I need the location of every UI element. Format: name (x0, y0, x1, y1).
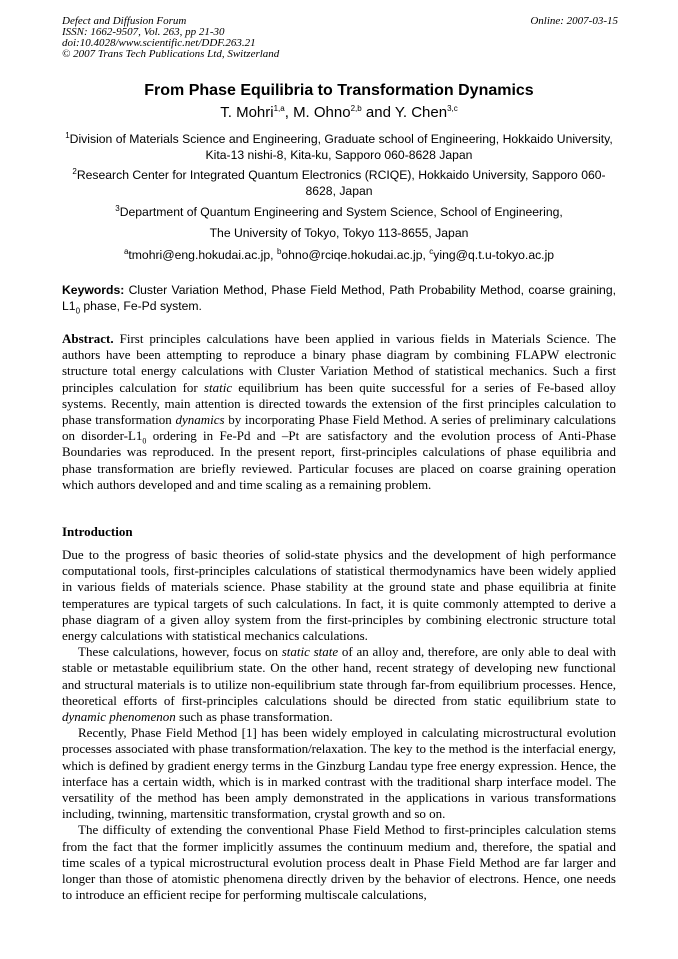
journal-doi: doi:10.4028/www.scientific.net/DDF.263.21 (62, 37, 256, 49)
introduction-body (62, 547, 616, 903)
affiliation-1 (62, 131, 616, 163)
author-list (62, 104, 616, 121)
affiliation-3-line-2: The University of Tokyo, Tokyo 113-8655, Japan (209, 226, 469, 240)
author-3-mark: 3,c (447, 104, 458, 113)
paragraph: The difficulty of extending the conventional Phase Field Method to first-principles calculation stems from the fact that the former implicitly assumes the continuum medium and, therefore, the spatial and time scales of a typical microstructural evolution process dealt in Phase Field Method are far larger and longer than those of atomistic phenomena directly driven by the behavior of electrons. Hence, one needs to introduce an efficient recipe for performing multiscale calculations, (62, 822, 616, 903)
paragraph: Due to the progress of basic theories of solid-state physics and the development of high performance computational tools, first-principles calculations of statistical thermodynamics have been widely applied in various fields of materials science. Phase stability at the ground state and phase equilibria at finite temperatures are typical targets of such calculations. In fact, it is quite commonly attempted to derive a phase diagram of a given alloy system from the first-principles by combining electronic structure total energy calculations with statistical mechanics calculations. (62, 547, 616, 644)
paragraph-text: of an alloy and, therefore, are only able to deal with stable or metastable equilibrium state. On the other hand, recent strategy of developing new functional and structural materials is to utilize non-equilibrium state through far-from equilibrium processes. Hence, theoretical efforts of first-principles calculations should be directed from static equilibrium state to (62, 644, 617, 708)
keywords-subscript: 0 (75, 306, 81, 316)
abstract-text: ordering in Fe-Pd and –Pt are satisfactory and the evolution process of Anti-Phase Boundaries was reproduced. In the present report, first-principles calculations of phase equilibria and phase transformation are briefly reviewed. Particular focuses are placed on coarse graining operation which authors developed and and time scaling as a remaining problem. (62, 428, 616, 492)
abstract-text: equilibrium has been quite successful for a series of Fe-based alloy systems. Recently, main attention is directed towards the extension of the first principles calculation to phase transformation (62, 379, 617, 428)
affiliation-2 (62, 167, 616, 199)
paragraph-emphasis: dynamic phenomenon (62, 709, 176, 725)
paragraph-emphasis: static state (281, 644, 339, 660)
abstract-text: First principles calculations have been applied in various fields in Materials Science. The authors have been attempting to reproduce a binary phase diagram by combining FLAPW electronic structure total energy calculations with Cluster Variation Method of statistical mechanics. Such a first principles calculation for (62, 331, 616, 395)
author-separator: and (361, 104, 395, 121)
journal-name: Defect and Diffusion Forum (62, 15, 187, 27)
paragraph-text: such as phase transformation. (175, 709, 333, 725)
paper-title: From Phase Equilibria to Transformation Dynamics (144, 82, 534, 99)
keywords (62, 282, 616, 314)
affiliation-3-mark: 3 (115, 203, 120, 213)
email-c[interactable]: ying@q.t.u-tokyo.ac.jp (433, 248, 555, 262)
abstract-emphasis: dynamics (175, 412, 225, 428)
section-heading-introduction: Introduction (62, 524, 133, 539)
author-2: M. Ohno (293, 104, 351, 121)
abstract (62, 331, 616, 493)
affiliation-3-text: Department of Quantum Engineering and System Science, School of Engineering, (119, 205, 563, 219)
affiliation-2-mark: 2 (72, 166, 77, 176)
online-date: Online: 2007-03-15 (530, 15, 618, 27)
affiliation-1-mark: 1 (65, 130, 70, 140)
abstract-label: Abstract. (62, 331, 114, 346)
email-a-mark: a (123, 246, 129, 256)
abstract-emphasis: static (203, 379, 233, 395)
author-separator: , (284, 104, 294, 121)
affiliation-1-text: Division of Materials Science and Engineering, Graduate school of Engineering, Hokkaido University, Kita-13 nishi-8, Kita-ku, Sapporo 060-8628 Japan (69, 132, 613, 162)
author-1: T. Mohri (220, 104, 274, 121)
keywords-text-end: phase, Fe-Pd system. (80, 299, 202, 313)
email-a[interactable]: tmohri@eng.hokudai.ac.jp, (128, 248, 277, 262)
author-1-mark: 1,a (273, 104, 285, 113)
paragraph-text: These calculations, however, focus on (78, 644, 282, 660)
affiliation-2-text: Research Center for Integrated Quantum Electronics (RCIQE), Hokkaido University, Sapporo 060-8628, Japan (76, 168, 606, 198)
journal-header (62, 16, 618, 60)
email-b[interactable]: ohno@rciqe.hokudai.ac.jp, (281, 248, 430, 262)
email-line (62, 247, 616, 263)
keywords-label: Keywords: (62, 283, 125, 297)
keywords-text: Cluster Variation Method, Phase Field Method, Path Probability Method, coarse graining, L1 (62, 283, 616, 313)
author-3: Y. Chen (394, 104, 448, 121)
abstract-text: by incorporating Phase Field Method. A series of preliminary calculations on disorder-L1 (62, 412, 616, 444)
email-c-mark: c (429, 246, 434, 256)
journal-issn: ISSN: 1662-9507, Vol. 263, pp 21-30 (62, 26, 225, 38)
abstract-subscript: 0 (142, 436, 147, 446)
paragraph: Recently, Phase Field Method [1] has been widely employed in calculating microstructural evolution processes associated with phase transformation/relaxation. The key to the method is the interfacial energy, which is defined by gradient energy terms in the Ginzburg Landau type free energy expression. Hence, the interface has a certain width, which is in marked contrast with the traditional sharp interface model. The versatility of the method has been amply demonstrated in the applications in various transformations including, twinning, martensitic transformation, crystal growth and so on. (62, 725, 616, 822)
author-2-mark: 2,b (350, 104, 362, 113)
affiliation-3 (62, 204, 616, 220)
paragraph (62, 644, 616, 725)
journal-copyright: © 2007 Trans Tech Publications Ltd, Switzerland (62, 48, 280, 60)
email-b-mark: b (276, 246, 282, 256)
